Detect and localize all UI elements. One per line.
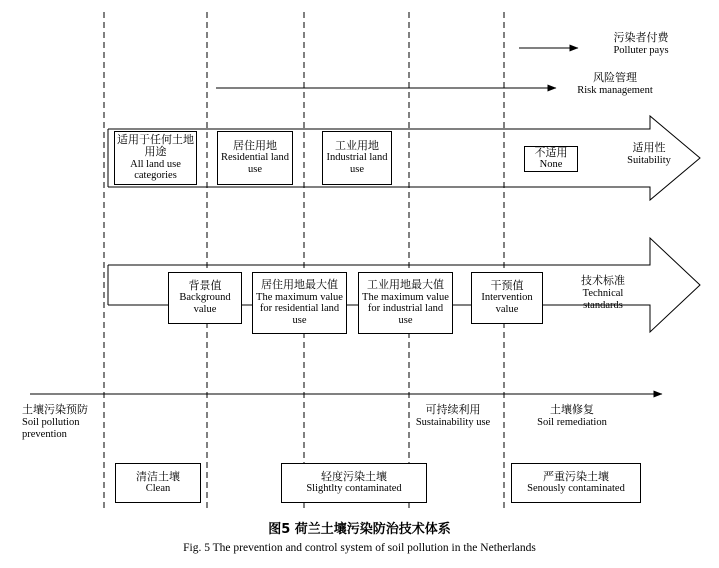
suitability-box-industrial <box>322 131 392 185</box>
label-suitability-cn: 适用性 <box>632 141 666 154</box>
standard-box-max-residential <box>252 272 347 334</box>
standard-box-max-residential-en: The maximum value for residential land use <box>256 291 343 327</box>
suitability-box-residential-cn: 居住用地 <box>233 139 277 153</box>
standard-box-intervention-value-cn: 干预值 <box>490 279 524 293</box>
soil-state-box-clean <box>115 463 201 503</box>
label-suitability <box>610 142 688 167</box>
standard-box-max-industrial-en: The maximum value for industrial land use <box>362 291 449 327</box>
label-polluter-pays-cn: 污染者付费 <box>613 31 669 44</box>
suitability-box-none-cn: 不适用 <box>534 145 568 159</box>
standard-box-intervention-value <box>471 272 543 324</box>
suitability-box-none-en: None <box>539 159 563 171</box>
standard-box-max-residential-cn: 居住用地最大值 <box>261 278 338 292</box>
label-risk-management-cn: 风险管理 <box>593 71 637 84</box>
label-technical-standards <box>566 275 640 312</box>
soil-state-box-seriously-contaminated <box>511 463 641 503</box>
soil-state-box-seriously-contaminated-en: Senously contaminated <box>527 483 625 495</box>
axis-label-soil-remediation <box>524 404 620 429</box>
suitability-box-industrial-en: Industrial land use <box>326 152 388 176</box>
label-polluter-pays <box>586 32 696 57</box>
soil-state-box-slightly-contaminated-en: Slightlty contaminated <box>306 483 402 495</box>
label-risk-management <box>560 72 670 97</box>
suitability-box-residential <box>217 131 293 185</box>
axis-label-soil-remediation-en: Soil remediation <box>537 416 607 428</box>
label-technical-standards-en: Technical standards <box>582 287 624 311</box>
standard-box-background-value-cn: 背景值 <box>188 279 222 293</box>
figure-caption-cn: 图5 荷兰土壤污染防治技术体系 <box>268 522 451 537</box>
suitability-box-industrial-cn: 工业用地 <box>335 139 379 153</box>
axis-label-sustainability-use-cn: 可持续利用 <box>425 403 481 416</box>
standard-box-max-industrial <box>358 272 453 334</box>
label-suitability-en: Suitability <box>627 154 671 166</box>
suitability-box-all-land-use-en: All land use categories <box>130 158 181 182</box>
axis-label-sustainability-use-en: Sustainability use <box>415 416 491 428</box>
suitability-box-residential-en: Residential land use <box>221 152 289 176</box>
label-technical-standards-cn: 技术标准 <box>581 274 625 287</box>
soil-state-box-slightly-contaminated-cn: 轻度污染土壤 <box>321 469 387 483</box>
axis-label-soil-pollution-prevention-cn: 土壤污染预防 <box>22 403 88 416</box>
suitability-box-none <box>524 146 578 172</box>
suitability-box-all-land-use <box>114 131 197 185</box>
figure-caption-en: Fig. 5 The prevention and control system of soil pollution in the Netherlands <box>183 542 536 554</box>
standard-box-max-industrial-cn: 工业用地最大值 <box>367 278 444 292</box>
soil-state-box-slightly-contaminated <box>281 463 427 503</box>
suitability-box-all-land-use-cn: 适用于任何土地用途 <box>117 132 194 159</box>
soil-state-box-clean-cn: 清洁土壤 <box>136 469 180 483</box>
axis-label-soil-pollution-prevention <box>22 404 104 441</box>
standard-box-background-value-en: Background value <box>179 292 231 316</box>
standard-box-intervention-value-en: Intervention value <box>481 292 533 316</box>
label-risk-management-en: Risk management <box>577 84 653 96</box>
soil-state-box-seriously-contaminated-cn: 严重污染土壤 <box>543 469 609 483</box>
axis-label-sustainability-use <box>404 404 502 429</box>
standard-box-background-value <box>168 272 242 324</box>
label-polluter-pays-en: Polluter pays <box>613 44 669 56</box>
axis-label-soil-remediation-cn: 土壤修复 <box>550 403 594 416</box>
axis-label-soil-pollution-prevention-en: Soil pollution prevention <box>22 416 80 440</box>
soil-state-box-clean-en: Clean <box>145 483 171 495</box>
